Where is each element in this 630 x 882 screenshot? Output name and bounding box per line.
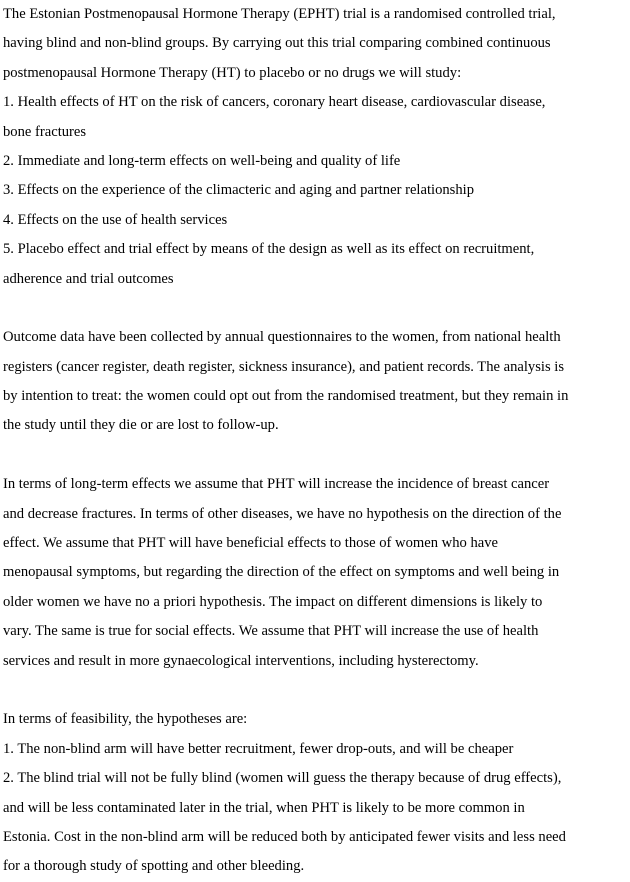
text-line: The Estonian Postmenopausal Hormone Therapy (EPHT) trial is a randomised controlled trial, bbox=[3, 6, 556, 22]
text-line: and decrease fractures. In terms of other diseases, we have no hypothesis on the direction of the bbox=[3, 505, 562, 522]
text-line: Estonia. Cost in the non-blind arm will be reduced both by anticipated fewer visits and less need bbox=[3, 828, 566, 845]
text-line: services and result in more gynaecological interventions, including hysterectomy. bbox=[3, 652, 479, 669]
text-line: having blind and non-blind groups. By carrying out this trial comparing combined continuous bbox=[3, 35, 551, 52]
text-line: 1. Health effects of HT on the risk of cancers, coronary heart disease, cardiovascular disease, bbox=[3, 94, 546, 111]
text-line: 2. Immediate and long-term effects on well-being and quality of life bbox=[3, 152, 401, 169]
text-line: by intention to treat: the women could opt out from the randomised treatment, but they remain in bbox=[3, 388, 569, 405]
text-line: registers (cancer register, death register, sickness insurance), and patient records. The analysis is bbox=[3, 358, 565, 375]
text-line: older women we have no a priori hypothesis. The impact on different dimensions is likely to bbox=[3, 593, 543, 610]
paragraph-study-aims bbox=[3, 0, 625, 294]
text-line: 4. Effects on the use of health services bbox=[3, 211, 228, 228]
paragraph-feasibility bbox=[3, 705, 625, 881]
paragraph-outcome-data bbox=[3, 323, 625, 441]
text-line: 3. Effects on the experience of the climacteric and aging and partner relationship bbox=[3, 182, 474, 199]
text-line: In terms of long-term effects we assume that PHT will increase the incidence of breast cancer bbox=[3, 476, 550, 493]
text-line: In terms of feasibility, the hypotheses are: bbox=[3, 711, 248, 728]
text-line: postmenopausal Hormone Therapy (HT) to placebo or no drugs we will study: bbox=[3, 64, 462, 81]
text-line: the study until they die or are lost to follow-up. bbox=[3, 417, 279, 434]
text-line: adherence and trial outcomes bbox=[3, 270, 174, 287]
text-line: bone fractures bbox=[3, 123, 87, 140]
paragraph-gap bbox=[3, 441, 625, 470]
text-line: and will be less contaminated later in the trial, when PHT is likely to be more common in bbox=[3, 799, 525, 816]
text-line: Outcome data have been collected by annual questionnaires to the women, from national health bbox=[3, 329, 561, 346]
text-line: effect. We assume that PHT will have beneficial effects to those of women who have bbox=[3, 535, 498, 552]
text-line: menopausal symptoms, but regarding the direction of the effect on symptoms and well being in bbox=[3, 564, 560, 581]
text-line: for a thorough study of spotting and other bleeding. bbox=[3, 858, 305, 875]
text-line: vary. The same is true for social effects. We assume that PHT will increase the use of health bbox=[3, 623, 539, 640]
paragraph-gap bbox=[3, 676, 625, 705]
text-line: 2. The blind trial will not be fully blind (women will guess the therapy because of drug effects), bbox=[3, 770, 562, 787]
document-body bbox=[3, 0, 625, 882]
paragraph-gap bbox=[3, 294, 625, 323]
paragraph-long-term-effects bbox=[3, 470, 625, 676]
text-line: 5. Placebo effect and trial effect by means of the design as well as its effect on recruitment, bbox=[3, 241, 535, 258]
text-line: 1. The non-blind arm will have better recruitment, fewer drop-outs, and will be cheaper bbox=[3, 740, 514, 757]
